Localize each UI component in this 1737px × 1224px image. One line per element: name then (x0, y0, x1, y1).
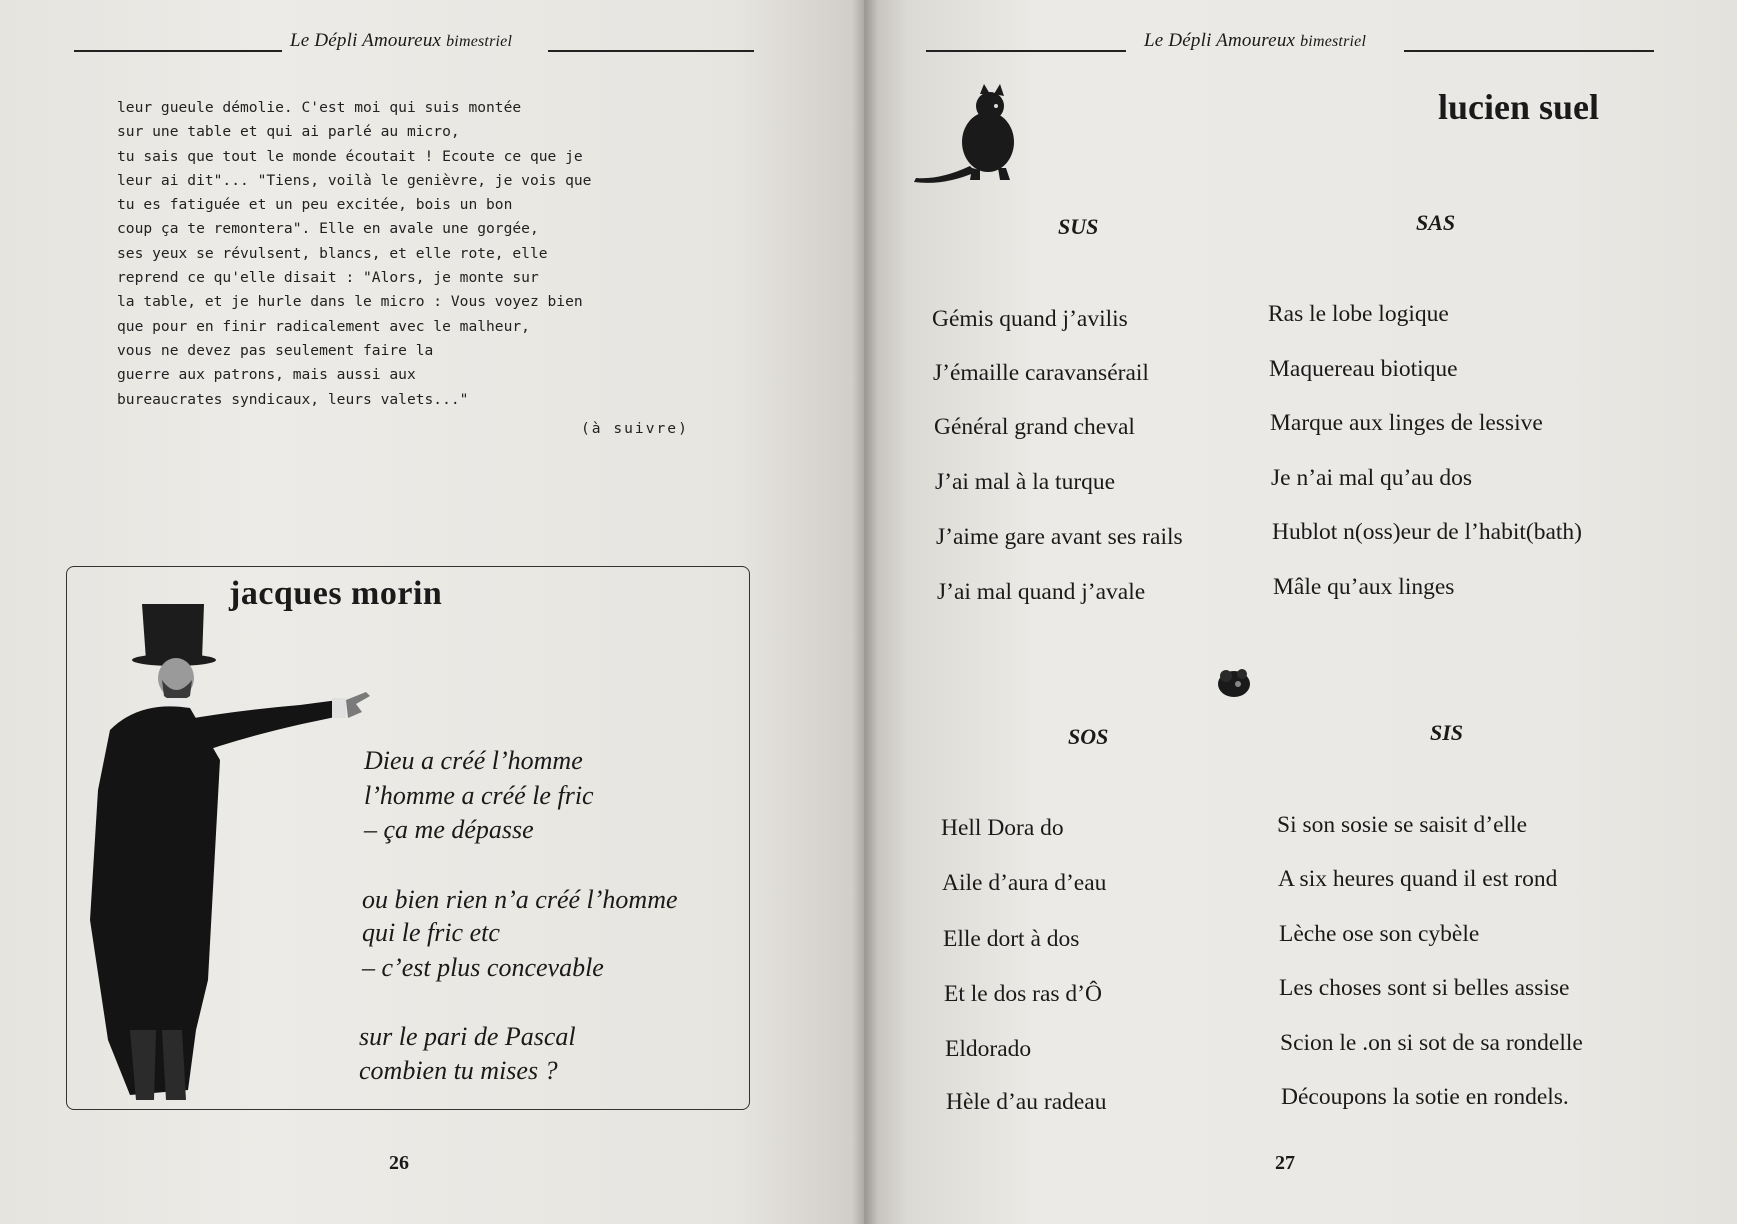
header-title (1144, 30, 1366, 52)
poem-line: Aile d’aura d’eau (942, 870, 1107, 896)
poem-line: – ça me dépasse (364, 815, 534, 844)
header-title (290, 30, 512, 52)
poem-line: Je n’ai mal qu’au dos (1271, 465, 1473, 491)
text-line: tu es fatiguée et un peu excitée, bois un bon (117, 196, 513, 214)
text-line: reprend ce qu'elle disait : "Alors, je monte sur (117, 269, 539, 287)
page-number-26: 26 (389, 1152, 409, 1174)
poem-line: sur le pari de Pascal (359, 1022, 576, 1051)
text-line: guerre aux patrons, mais aussi aux (117, 366, 416, 384)
text-line: tu sais que tout le monde écoutait ! Ecoute ce que je (117, 147, 583, 165)
poem-line: Lèche ose son cybèle (1279, 921, 1480, 947)
poem-line: Hublot n(oss)eur de l’habit(bath) (1272, 519, 1582, 545)
poem-line: Ras le lobe logique (1268, 301, 1449, 327)
poem-line: Découpons la sotie en rondels. (1281, 1084, 1569, 1110)
poem-line: Hèle d’au radeau (946, 1089, 1107, 1115)
poem-line: J’aime gare avant ses rails (936, 524, 1183, 550)
poem-line: J’ai mal à la turque (935, 469, 1116, 495)
small-animal-illustration (1212, 662, 1256, 702)
author-lucien-suel: lucien suel (1438, 87, 1600, 127)
poem-line: Gémis quand j’avilis (932, 306, 1128, 332)
poem-line: J’ai mal quand j’avale (937, 579, 1146, 605)
left-page (0, 0, 864, 1224)
header-rule-right (1404, 50, 1654, 52)
poem-line: Et le dos ras d’Ô (944, 981, 1102, 1007)
poem-line: Elle dort à dos (943, 926, 1080, 952)
header-title-sub: bimestriel (446, 33, 513, 50)
header-title-main: Le Dépli Amoureux (1144, 30, 1296, 51)
text-line: coup ça te remontera". Elle en avale une gorgée, (117, 220, 539, 238)
left-header (0, 30, 864, 60)
poem-line: J’émaille caravansérail (933, 360, 1149, 386)
poem-line: Si son sosie se saisit d’elle (1277, 812, 1527, 838)
poem-line: Général grand cheval (934, 414, 1135, 440)
poem-line: A six heures quand il est rond (1278, 866, 1558, 892)
right-header (864, 30, 1737, 60)
poem-line: Scion le .on si sot de sa rondelle (1280, 1030, 1583, 1056)
text-line: leur ai dit"... "Tiens, voilà le genièvre, je vois que (117, 171, 592, 189)
to-be-continued: (à suivre) (581, 420, 689, 437)
header-title-main: Le Dépli Amoureux (290, 30, 442, 51)
section-heading-sas: SAS (1416, 210, 1456, 235)
header-title-sub: bimestriel (1300, 33, 1367, 50)
poem-line: – c’est plus concevable (362, 953, 604, 982)
poem-line: l’homme a créé le fric (364, 781, 594, 810)
cat-illustration (910, 84, 1030, 184)
page-number-27: 27 (1275, 1152, 1295, 1174)
text-line: que pour en finir radicalement avec le malheur, (117, 317, 530, 335)
text-line: sur une table et qui ai parlé au micro, (117, 123, 460, 141)
typewriter-text (117, 96, 717, 412)
header-rule-right (548, 50, 754, 52)
text-line: bureaucrates syndicaux, leurs valets..." (117, 390, 469, 408)
text-line: ses yeux se révulsent, blancs, et elle rote, elle (117, 244, 548, 262)
poem-line: Maquereau biotique (1269, 356, 1458, 382)
text-line: la table, et je hurle dans le micro : Vous voyez bien (117, 293, 583, 311)
poem-line: Dieu a créé l’homme (364, 746, 583, 775)
poem-line: Les choses sont si belles assise (1279, 975, 1570, 1001)
poem-line: Marque aux linges de lessive (1270, 410, 1543, 436)
poem-line: ou bien rien n’a créé l’homme (362, 885, 678, 914)
author-jacques-morin: jacques morin (229, 575, 443, 612)
poem-line: combien tu mises ? (359, 1056, 558, 1085)
top-hat-man-illustration (70, 560, 370, 1108)
poem-line: Mâle qu’aux linges (1273, 574, 1455, 600)
book-gutter (852, 0, 878, 1224)
text-line: vous ne devez pas seulement faire la (117, 341, 434, 359)
section-heading-sus: SUS (1058, 214, 1099, 239)
section-heading-sis: SIS (1430, 720, 1464, 745)
section-heading-sos: SOS (1068, 724, 1109, 749)
text-line: leur gueule démolie. C'est moi qui suis montée (117, 99, 522, 116)
poem-line: Hell Dora do (941, 815, 1064, 841)
header-rule-left (926, 50, 1126, 52)
poem-line: qui le fric etc (362, 918, 500, 947)
poem-line: Eldorado (945, 1036, 1032, 1062)
header-rule-left (74, 50, 282, 52)
